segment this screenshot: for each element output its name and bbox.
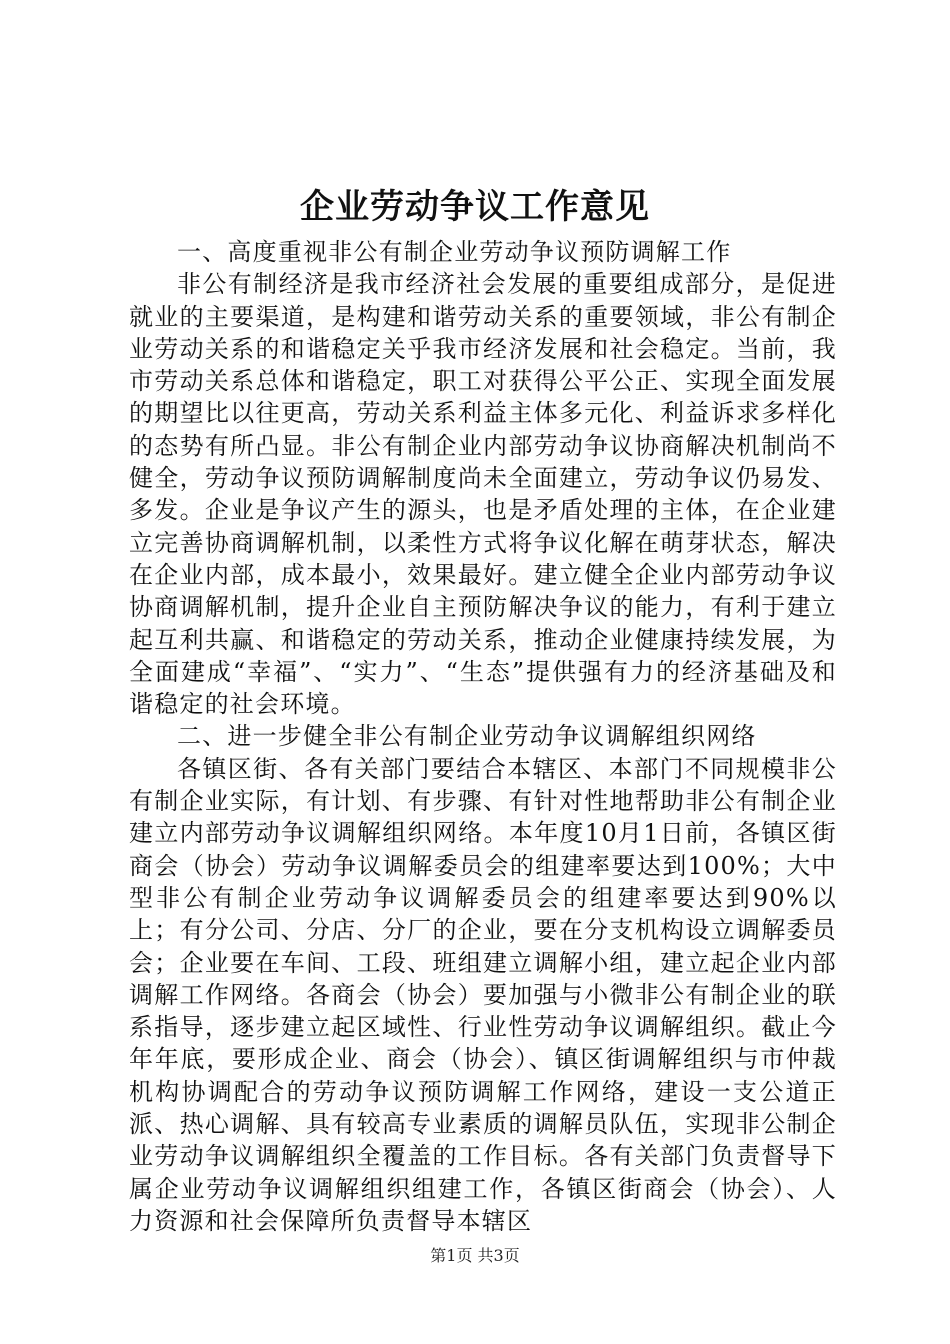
page-number-footer: 第1页 共3页 — [430, 1246, 520, 1265]
paragraph-1: 非公有制经济是我市经济社会发展的重要组成部分，是促进就业的主要渠道，是构建和谐劳动关系的重要领域，非公有制企业劳动关系的和谐稳定关乎我市经济发展和社会稳定。当前，我市劳动关系总体和谐稳定，职工对获得公平公正、实现全面发展的期望比以往更高，劳动关系利益主体多元化、利益诉求多样化的态势有所凸显。非公有制企业内部劳动争议协商解决机制尚不健全，劳动争议预防调解制度尚未全面建立，劳动争议仍易发、多发。企业是争议产生的源头，也是矛盾处理的主体，在企业建立完善协商调解机制，以柔性方式将争议化解在萌芽状态，解决在企业内部，成本最小，效果最好。建立健全企业内部劳动争议协商调解机制，提升企业自主预防解决争议的能力，有利于建立起互利共赢、和谐稳定的劳动关系，推动企业健康持续发展，为全面建成“幸福”、“实力”、“生态”提供强有力的经济基础及和谐稳定的社会环境。 — [129, 270, 837, 719]
document-body — [129, 236, 837, 1237]
paragraph-2: 各镇区街、各有关部门要结合本辖区、本部门不同规模非公有制企业实际，有计划、有步骤、有针对性地帮助非公有制企业建立内部劳动争议调解组织网络。本年度10月1日前，各镇区街商会（协会）劳动争议调解委员会的组建率要达到100%；大中型非公有制企业劳动争议调解委员会的组建率要达到90%以上；有分公司、分店、分厂的企业，要在分支机构设立调解委员会；企业要在车间、工段、班组建立调解小组，建立起企业内部调解工作网络。各商会（协会）要加强与小微非公有制企业的联系指导，逐步建立起区域性、行业性劳动争议调解组织。截止今年年底，要形成企业、商会（协会）、镇区街调解组织与市仲裁机构协调配合的劳动争议预防调解工作网络，建设一支公道正派、热心调解、具有较高专业素质的调解员队伍，实现非公制企业劳动争议调解组织全覆盖的工作目标。各有关部门负责督导下属企业劳动争议调解组织组建工作，各镇区街商会（协会）、人力资源和社会保障所负责督导本辖区 — [129, 754, 837, 1235]
document-title: 企业劳动争议工作意见 — [300, 187, 650, 227]
section-heading-2: 二、进一步健全非公有制企业劳动争议调解组织网络 — [177, 722, 757, 751]
section-heading-1: 一、高度重视非公有制企业劳动争议预防调解工作 — [177, 238, 732, 266]
